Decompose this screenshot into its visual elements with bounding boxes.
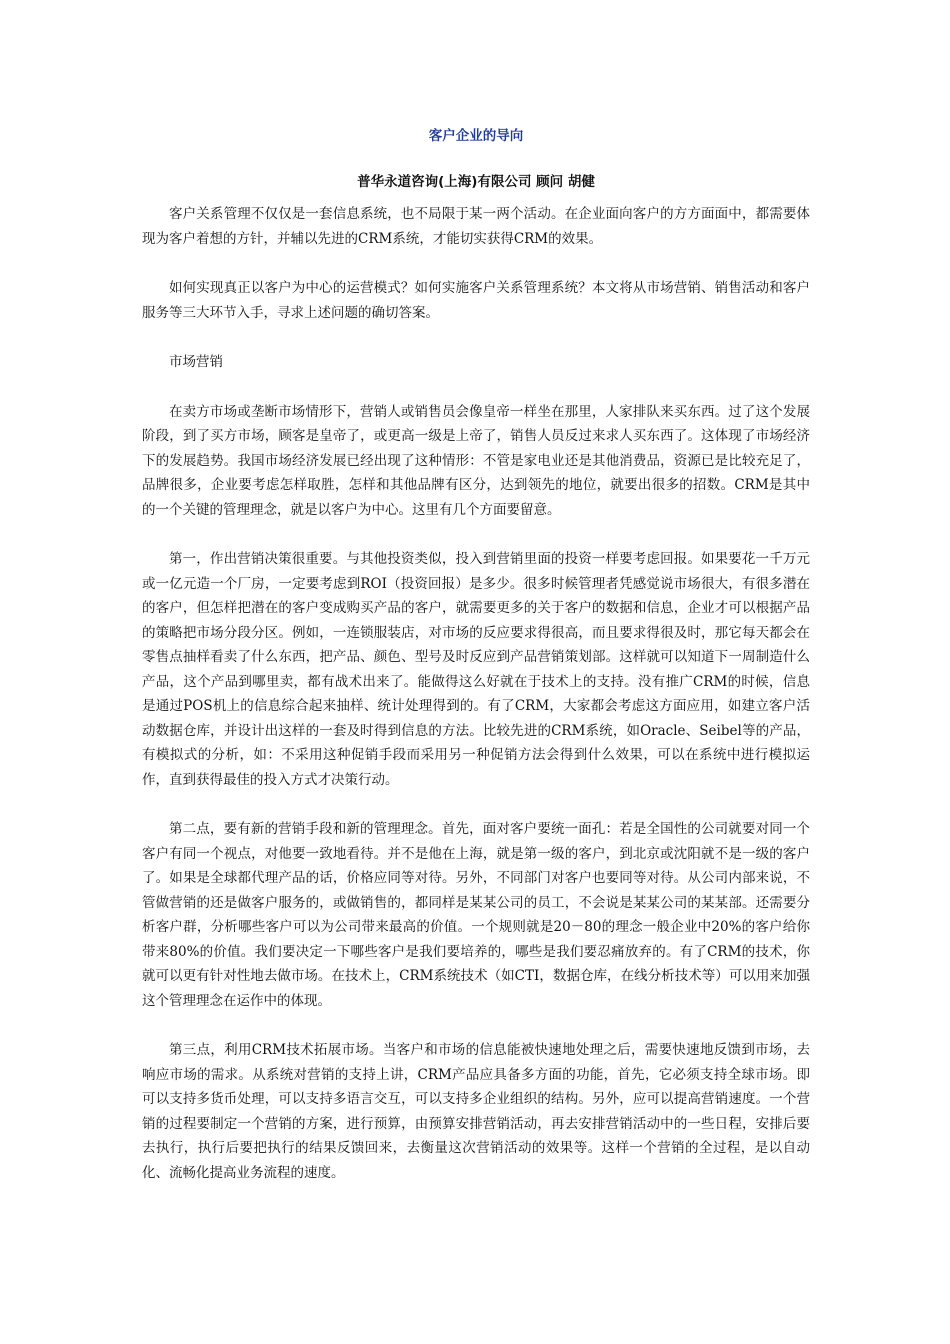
document-title: 客户企业的导向 [428, 128, 524, 144]
section-paragraph-1: 在卖方市场或垄断市场情形下，营销人或销售员会像皇帝一样坐在那里，人家排队来买东西。过了这个发展阶段，到了买方市场，顾客是皇帝了，或更高一级是上帝了，销售人员反过来求人买东西了。这体现了市场经济下的发展趋势。我国市场经济发展已经出现了这种情形：不管是家电业还是其他消费品，资源已是比较充足了，品牌很多，企业要考虑怎样取胜，怎样和其他品牌有区分，达到领先的地位，就要出很多的招数。CRM是其中的一个关键的管理理念，就是以客户为中心。这里有几个方面要留意。 [142, 403, 810, 518]
intro-paragraph-2: 如何实现真正以客户为中心的运营模式？如何实施客户关系管理系统？本文将从市场营销、销售活动和客户服务等三大环节入手，寻求上述问题的确切答案。 [142, 280, 810, 321]
document-subtitle: 普华永道咨询(上海)有限公司 顾问 胡健 [357, 174, 595, 190]
intro-paragraph-1: 客户关系管理不仅仅是一套信息系统，也不局限于某一两个活动。在企业面向客户的方方面面中，都需要体现为客户着想的方针，并辅以先进的CRM系统，才能切实获得CRM的效果。 [142, 206, 810, 247]
section-paragraph-2: 第一，作出营销决策很重要。与其他投资类似，投入到营销里面的投资一样要考虑回报。如果要花一千万元或一亿元造一个厂房，一定要考虑到ROI（投资回报）是多少。很多时候管理者凭感觉说市场很大，有很多潜在的客户，但怎样把潜在的客户变成购买产品的客户，就需要更多的关于客户的数据和信息，企业才可以根据产品的策略把市场分段分区。例如，一连锁服装店，对市场的反应要求得很高，而且要求得很及时，那它每天都会在零售点抽样看卖了什么东西，把产品、颜色、型号及时反应到产品营销策划部。这样就可以知道下一周制造什么产品，这个产品到哪里卖，都有战术出来了。能做得这么好就在于技术上的支持。没有推广CRM的时候，信息是通过POS机上的信息综合起来抽样、统计处理得到的。有了CRM，大家都会考虑这方面应用，如建立客户活动数据仓库，并设计出这样的一套及时得到信息的方法。比较先进的CRM系统，如Oracle、Seibel等的产品，有模拟式的分析，如：不采用这种促销手段而采用另一种促销方法会得到什么效果，可以在系统中进行模拟运作，直到获得最佳的投入方式才决策行动。 [142, 551, 810, 788]
section-paragraph-3: 第二点，要有新的营销手段和新的管理理念。首先，面对客户要统一面孔：若是全国性的公司就要对同一个客户有同一个视点，对他要一致地看待。并不是他在上海，就是第一级的客户，到北京或沈阳就不是一级的客户了。如果是全球都代理产品的话，价格应同等对待。另外，不同部门对客户也要同等对待。从公司内部来说，不管做营销的还是做客户服务的，或做销售的，都同样是某某公司的员工，不会说是某某公司的某某部。还需要分析客户群，分析哪些客户可以为公司带来最高的价值。一个规则就是20－80的理念一般企业中20%的客户给你带来80%的价值。我们要决定一下哪些客户是我们要培养的，哪些是我们要忍痛放弃的。有了CRM的技术，你就可以更有针对性地去做市场。在技术上，CRM系统技术（如CTI，数据仓库，在线分析技术等）可以用来加强这个管理理念在运作中的体现。 [142, 821, 810, 1009]
section-heading-marketing: 市场营销 [169, 354, 223, 370]
section-paragraph-4: 第三点，利用CRM技术拓展市场。当客户和市场的信息能被快速地处理之后，需要快速地反馈到市场，去响应市场的需求。从系统对营销的支持上讲，CRM产品应具备多方面的功能，首先，它必须支持全球市场。即可以支持多货币处理，可以支持多语言交互，可以支持多企业组织的结构。另外，应可以提高营销速度。一个营销的过程要制定一个营销的方案，进行预算，由预算安排营销活动，再去安排营销活动中的一些日程，安排后要去执行，执行后要把执行的结果反馈回来，去衡量这次营销活动的效果等。这样一个营销的全过程，是以自动化、流畅化提高业务流程的速度。 [142, 1042, 810, 1181]
document-page [142, 120, 810, 1210]
